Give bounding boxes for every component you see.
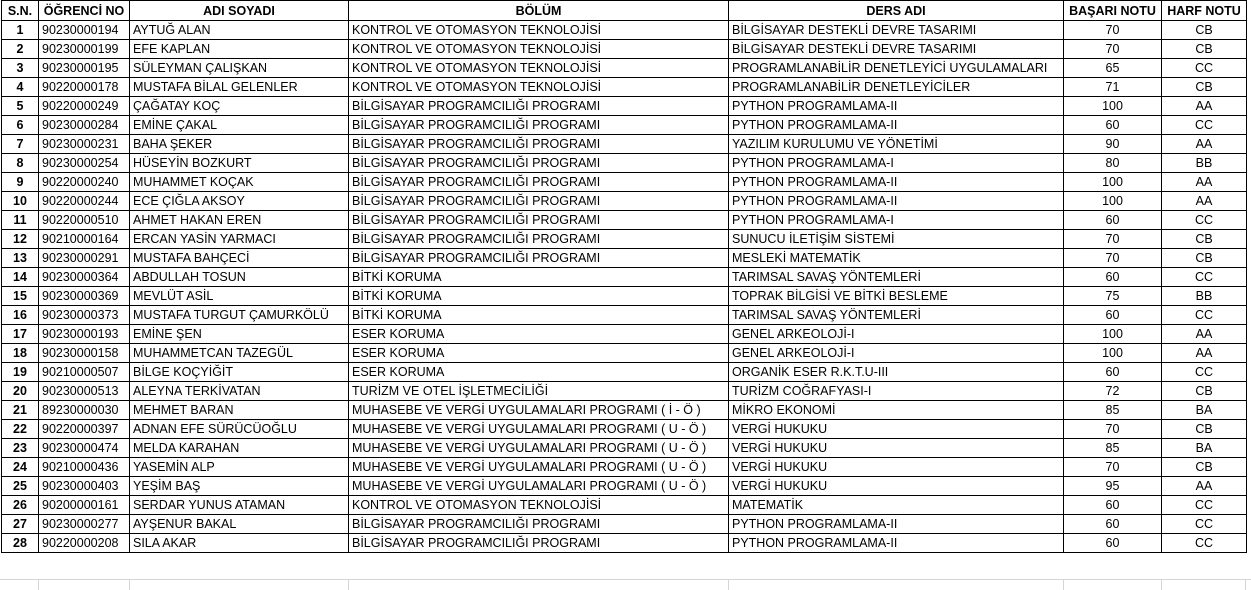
table-row [2,534,1247,553]
cell-sn[interactable]: 13 [2,249,39,268]
cell-department[interactable]: MUHASEBE VE VERGİ UYGULAMALARI PROGRAMI ( U - Ö ) [349,458,729,477]
cell-department[interactable]: BİLGİSAYAR PROGRAMCILIĞI PROGRAMI [349,97,729,116]
cell-score[interactable]: 100 [1064,344,1162,363]
cell-department[interactable]: BİLGİSAYAR PROGRAMCILIĞI PROGRAMI [349,515,729,534]
cell-department[interactable]: KONTROL VE OTOMASYON TEKNOLOJİSİ [349,78,729,97]
cell-score[interactable]: 65 [1064,59,1162,78]
cell-course-name[interactable]: ORGANİK ESER R.K.T.U-III [729,363,1064,382]
table-row [2,192,1247,211]
cell-course-name[interactable]: BİLGİSAYAR DESTEKLİ DEVRE TASARIMI [729,40,1064,59]
cell-student-no[interactable]: 90230000195 [39,59,130,78]
cell-department[interactable]: KONTROL VE OTOMASYON TEKNOLOJİSİ [349,496,729,515]
cell-score[interactable]: 70 [1064,230,1162,249]
cell-full-name[interactable]: ADNAN EFE SÜRÜCÜOĞLU [130,420,349,439]
cell-course-name[interactable]: SUNUCU İLETİŞİM SİSTEMİ [729,230,1064,249]
cell-course-name[interactable]: VERGİ HUKUKU [729,477,1064,496]
cell-student-no[interactable]: 90230000231 [39,135,130,154]
cell-student-no[interactable]: 90230000284 [39,116,130,135]
cell-course-name[interactable]: BİLGİSAYAR DESTEKLİ DEVRE TASARIMI [729,21,1064,40]
cell-course-name[interactable]: TURİZM COĞRAFYASI-I [729,382,1064,401]
cell-sn[interactable]: 3 [2,59,39,78]
cell-student-no[interactable]: 89230000030 [39,401,130,420]
cell-sn[interactable]: 10 [2,192,39,211]
cell-letter-grade[interactable]: CB [1162,230,1247,249]
cell-sn[interactable]: 17 [2,325,39,344]
cell-score[interactable]: 60 [1064,116,1162,135]
table-row [2,306,1247,325]
cell-sn[interactable]: 28 [2,534,39,553]
table-row [2,401,1247,420]
cell-score[interactable]: 95 [1064,477,1162,496]
cell-course-name[interactable]: TARIMSAL SAVAŞ YÖNTEMLERİ [729,268,1064,287]
cell-full-name[interactable]: ERCAN YASİN YARMACI [130,230,349,249]
cell-department[interactable]: KONTROL VE OTOMASYON TEKNOLOJİSİ [349,40,729,59]
cell-score[interactable]: 60 [1064,211,1162,230]
cell-student-no[interactable]: 90230000291 [39,249,130,268]
cell-sn[interactable]: 22 [2,420,39,439]
table-row [2,420,1247,439]
cell-course-name[interactable]: PYTHON PROGRAMLAMA-II [729,116,1064,135]
table-row [2,40,1247,59]
cell-course-name[interactable]: GENEL ARKEOLOJİ-I [729,344,1064,363]
cell-full-name[interactable]: MUHAMMETCAN TAZEGÜL [130,344,349,363]
table-row [2,59,1247,78]
table-row [2,116,1247,135]
cell-letter-grade[interactable]: AA [1162,192,1247,211]
cell-student-no[interactable]: 90220000249 [39,97,130,116]
cell-sn[interactable]: 4 [2,78,39,97]
cell-full-name[interactable]: SERDAR YUNUS ATAMAN [130,496,349,515]
cell-score[interactable]: 71 [1064,78,1162,97]
cell-sn[interactable]: 12 [2,230,39,249]
cell-sn[interactable]: 8 [2,154,39,173]
cell-course-name[interactable]: TOPRAK BİLGİSİ VE BİTKİ BESLEME [729,287,1064,306]
cell-full-name[interactable]: ECE ÇIĞLA AKSOY [130,192,349,211]
cell-department[interactable]: BİLGİSAYAR PROGRAMCILIĞI PROGRAMI [349,534,729,553]
cell-student-no[interactable]: 90230000199 [39,40,130,59]
cell-letter-grade[interactable]: BB [1162,287,1247,306]
cell-course-name[interactable]: PYTHON PROGRAMLAMA-II [729,534,1064,553]
cell-student-no[interactable]: 90230000373 [39,306,130,325]
cell-department[interactable]: MUHASEBE VE VERGİ UYGULAMALARI PROGRAMI ( İ - Ö ) [349,401,729,420]
cell-student-no[interactable]: 90230000369 [39,287,130,306]
cell-full-name[interactable]: EFE KAPLAN [130,40,349,59]
table-row [2,515,1247,534]
cell-letter-grade[interactable]: CC [1162,59,1247,78]
cell-letter-grade[interactable]: CB [1162,458,1247,477]
cell-course-name[interactable]: TARIMSAL SAVAŞ YÖNTEMLERİ [729,306,1064,325]
cell-student-no[interactable]: 90230000277 [39,515,130,534]
cell-student-no[interactable]: 90230000364 [39,268,130,287]
cell-score[interactable]: 100 [1064,325,1162,344]
cell-department[interactable]: BİLGİSAYAR PROGRAMCILIĞI PROGRAMI [349,173,729,192]
cell-student-no[interactable]: 90220000244 [39,192,130,211]
cell-score[interactable]: 70 [1064,420,1162,439]
table-row [2,496,1247,515]
header-course-name[interactable]: DERS ADI [729,1,1064,21]
cell-letter-grade[interactable]: CC [1162,496,1247,515]
cell-letter-grade[interactable]: CC [1162,268,1247,287]
empty-sheet-row [0,579,1251,590]
cell-course-name[interactable]: VERGİ HUKUKU [729,420,1064,439]
cell-sn[interactable]: 16 [2,306,39,325]
cell-score[interactable]: 100 [1064,173,1162,192]
cell-department[interactable]: BİLGİSAYAR PROGRAMCILIĞI PROGRAMI [349,154,729,173]
cell-letter-grade[interactable]: BB [1162,154,1247,173]
cell-full-name[interactable]: MUSTAFA BAHÇECİ [130,249,349,268]
cell-student-no[interactable]: 90220000208 [39,534,130,553]
cell-full-name[interactable]: SÜLEYMAN ÇALIŞKAN [130,59,349,78]
cell-letter-grade[interactable]: AA [1162,135,1247,154]
cell-full-name[interactable]: SILA AKAR [130,534,349,553]
cell-letter-grade[interactable]: CB [1162,78,1247,97]
table-row [2,458,1247,477]
table-row [2,78,1247,97]
cell-full-name[interactable]: MUSTAFA BİLAL GELENLER [130,78,349,97]
cell-score[interactable]: 70 [1064,458,1162,477]
cell-course-name[interactable]: MATEMATİK [729,496,1064,515]
cell-letter-grade[interactable]: CC [1162,534,1247,553]
cell-course-name[interactable]: PYTHON PROGRAMLAMA-I [729,154,1064,173]
cell-sn[interactable]: 21 [2,401,39,420]
cell-course-name[interactable]: PYTHON PROGRAMLAMA-I [729,211,1064,230]
table-row [2,268,1247,287]
cell-letter-grade[interactable]: CB [1162,40,1247,59]
cell-sn[interactable]: 9 [2,173,39,192]
cell-student-no[interactable]: 90220000397 [39,420,130,439]
cell-student-no[interactable]: 90210000436 [39,458,130,477]
cell-sn[interactable]: 26 [2,496,39,515]
cell-score[interactable]: 100 [1064,97,1162,116]
cell-letter-grade[interactable]: CC [1162,515,1247,534]
cell-letter-grade[interactable]: CB [1162,420,1247,439]
cell-department[interactable]: BİLGİSAYAR PROGRAMCILIĞI PROGRAMI [349,116,729,135]
cell-department[interactable]: BİLGİSAYAR PROGRAMCILIĞI PROGRAMI [349,211,729,230]
table-row [2,477,1247,496]
cell-department[interactable]: BİLGİSAYAR PROGRAMCILIĞI PROGRAMI [349,135,729,154]
grades-table [1,0,1247,553]
cell-student-no[interactable]: 90230000254 [39,154,130,173]
table-row [2,230,1247,249]
cell-letter-grade[interactable]: AA [1162,325,1247,344]
header-sn[interactable]: S.N. [2,1,39,21]
cell-student-no[interactable]: 90230000513 [39,382,130,401]
cell-student-no[interactable]: 90200000161 [39,496,130,515]
table-row [2,439,1247,458]
cell-score[interactable]: 85 [1064,401,1162,420]
table-row [2,154,1247,173]
cell-student-no[interactable]: 90230000158 [39,344,130,363]
cell-score[interactable]: 60 [1064,496,1162,515]
cell-full-name[interactable]: MEVLÜT ASİL [130,287,349,306]
cell-letter-grade[interactable]: CC [1162,211,1247,230]
cell-student-no[interactable]: 90230000193 [39,325,130,344]
cell-course-name[interactable]: MESLEKİ MATEMATİK [729,249,1064,268]
cell-full-name[interactable]: ABDULLAH TOSUN [130,268,349,287]
cell-score[interactable]: 85 [1064,439,1162,458]
table-row [2,363,1247,382]
cell-course-name[interactable]: PYTHON PROGRAMLAMA-II [729,192,1064,211]
cell-score[interactable]: 72 [1064,382,1162,401]
cell-department[interactable]: BİLGİSAYAR PROGRAMCILIĞI PROGRAMI [349,249,729,268]
cell-course-name[interactable]: YAZILIM KURULUMU VE YÖNETİMİ [729,135,1064,154]
cell-score[interactable]: 60 [1064,363,1162,382]
cell-score[interactable]: 70 [1064,249,1162,268]
cell-letter-grade[interactable]: CB [1162,382,1247,401]
table-row [2,173,1247,192]
cell-score[interactable]: 70 [1064,21,1162,40]
table-row [2,287,1247,306]
cell-score[interactable]: 60 [1064,515,1162,534]
header-letter-grade[interactable]: HARF NOTU [1162,1,1247,21]
cell-letter-grade[interactable]: BA [1162,401,1247,420]
cell-student-no[interactable]: 90230000403 [39,477,130,496]
header-student-no[interactable]: ÖĞRENCİ NO [39,1,130,21]
cell-full-name[interactable]: BİLGE KOÇYİĞİT [130,363,349,382]
cell-full-name[interactable]: AHMET HAKAN EREN [130,211,349,230]
header-department[interactable]: BÖLÜM [349,1,729,21]
cell-department[interactable]: BİTKİ KORUMA [349,287,729,306]
cell-department[interactable]: MUHASEBE VE VERGİ UYGULAMALARI PROGRAMI ( U - Ö ) [349,420,729,439]
cell-department[interactable]: MUHASEBE VE VERGİ UYGULAMALARI PROGRAMI ( U - Ö ) [349,439,729,458]
cell-full-name[interactable]: EMİNE ÇAKAL [130,116,349,135]
table-row [2,211,1247,230]
table-row [2,382,1247,401]
cell-letter-grade[interactable]: AA [1162,97,1247,116]
cell-score[interactable]: 100 [1064,192,1162,211]
cell-course-name[interactable]: PROGRAMLANABİLİR DENETLEYİCİ UYGULAMALARI [729,59,1064,78]
cell-full-name[interactable]: BAHA ŞEKER [130,135,349,154]
cell-sn[interactable]: 11 [2,211,39,230]
cell-department[interactable]: TURİZM VE OTEL İŞLETMECİLİĞİ [349,382,729,401]
cell-score[interactable]: 70 [1064,40,1162,59]
table-row [2,21,1247,40]
cell-full-name[interactable]: EMİNE ŞEN [130,325,349,344]
cell-letter-grade[interactable]: BA [1162,439,1247,458]
header-full-name[interactable]: ADI SOYADI [130,1,349,21]
cell-full-name[interactable]: MEHMET BARAN [130,401,349,420]
table-row [2,325,1247,344]
cell-department[interactable]: BİLGİSAYAR PROGRAMCILIĞI PROGRAMI [349,192,729,211]
cell-sn[interactable]: 7 [2,135,39,154]
cell-letter-grade[interactable]: CC [1162,116,1247,135]
cell-letter-grade[interactable]: CC [1162,306,1247,325]
table-row [2,344,1247,363]
cell-sn[interactable]: 6 [2,116,39,135]
cell-sn[interactable]: 5 [2,97,39,116]
table-row [2,135,1247,154]
cell-letter-grade[interactable]: AA [1162,477,1247,496]
cell-full-name[interactable]: HÜSEYİN BOZKURT [130,154,349,173]
cell-letter-grade[interactable]: CB [1162,249,1247,268]
cell-student-no[interactable]: 90210000507 [39,363,130,382]
cell-full-name[interactable]: MELDA KARAHAN [130,439,349,458]
cell-department[interactable]: BİLGİSAYAR PROGRAMCILIĞI PROGRAMI [349,230,729,249]
cell-course-name[interactable]: VERGİ HUKUKU [729,439,1064,458]
cell-department[interactable]: ESER KORUMA [349,325,729,344]
table-row [2,97,1247,116]
cell-department[interactable]: KONTROL VE OTOMASYON TEKNOLOJİSİ [349,21,729,40]
cell-score[interactable]: 60 [1064,268,1162,287]
cell-sn[interactable]: 2 [2,40,39,59]
cell-sn[interactable]: 14 [2,268,39,287]
cell-student-no[interactable]: 90220000510 [39,211,130,230]
cell-full-name[interactable]: MUHAMMET KOÇAK [130,173,349,192]
cell-department[interactable]: MUHASEBE VE VERGİ UYGULAMALARI PROGRAMI ( U - Ö ) [349,477,729,496]
cell-department[interactable]: BİTKİ KORUMA [349,306,729,325]
cell-sn[interactable]: 1 [2,21,39,40]
cell-student-no[interactable]: 90210000164 [39,230,130,249]
cell-student-no[interactable]: 90220000178 [39,78,130,97]
cell-sn[interactable]: 15 [2,287,39,306]
cell-course-name[interactable]: GENEL ARKEOLOJİ-I [729,325,1064,344]
cell-full-name[interactable]: YASEMİN ALP [130,458,349,477]
cell-score[interactable]: 60 [1064,306,1162,325]
cell-course-name[interactable]: PROGRAMLANABİLİR DENETLEYİCİLER [729,78,1064,97]
cell-full-name[interactable]: AYŞENUR BAKAL [130,515,349,534]
cell-score[interactable]: 75 [1064,287,1162,306]
cell-student-no[interactable]: 90220000240 [39,173,130,192]
cell-department[interactable]: ESER KORUMA [349,344,729,363]
cell-course-name[interactable]: MİKRO EKONOMİ [729,401,1064,420]
cell-score[interactable]: 60 [1064,534,1162,553]
cell-student-no[interactable]: 90230000194 [39,21,130,40]
cell-sn[interactable]: 24 [2,458,39,477]
cell-course-name[interactable]: VERGİ HUKUKU [729,458,1064,477]
cell-course-name[interactable]: PYTHON PROGRAMLAMA-II [729,515,1064,534]
cell-full-name[interactable]: ÇAĞATAY KOÇ [130,97,349,116]
cell-letter-grade[interactable]: CC [1162,363,1247,382]
cell-full-name[interactable]: AYTUĞ ALAN [130,21,349,40]
cell-department[interactable]: BİTKİ KORUMA [349,268,729,287]
cell-letter-grade[interactable]: AA [1162,173,1247,192]
cell-score[interactable]: 80 [1064,154,1162,173]
cell-sn[interactable]: 23 [2,439,39,458]
cell-letter-grade[interactable]: AA [1162,344,1247,363]
cell-full-name[interactable]: MUSTAFA TURGUT ÇAMURKÖLÜ [130,306,349,325]
cell-sn[interactable]: 20 [2,382,39,401]
cell-department[interactable]: KONTROL VE OTOMASYON TEKNOLOJİSİ [349,59,729,78]
header-score[interactable]: BAŞARI NOTU [1064,1,1162,21]
cell-department[interactable]: ESER KORUMA [349,363,729,382]
table-body [2,21,1247,553]
cell-sn[interactable]: 25 [2,477,39,496]
table-row [2,249,1247,268]
cell-course-name[interactable]: PYTHON PROGRAMLAMA-II [729,97,1064,116]
cell-student-no[interactable]: 90230000474 [39,439,130,458]
cell-score[interactable]: 90 [1064,135,1162,154]
cell-full-name[interactable]: YEŞİM BAŞ [130,477,349,496]
cell-sn[interactable]: 19 [2,363,39,382]
cell-full-name[interactable]: ALEYNA TERKİVATAN [130,382,349,401]
cell-letter-grade[interactable]: CB [1162,21,1247,40]
cell-sn[interactable]: 18 [2,344,39,363]
cell-sn[interactable]: 27 [2,515,39,534]
cell-course-name[interactable]: PYTHON PROGRAMLAMA-II [729,173,1064,192]
header-row [2,1,1247,21]
